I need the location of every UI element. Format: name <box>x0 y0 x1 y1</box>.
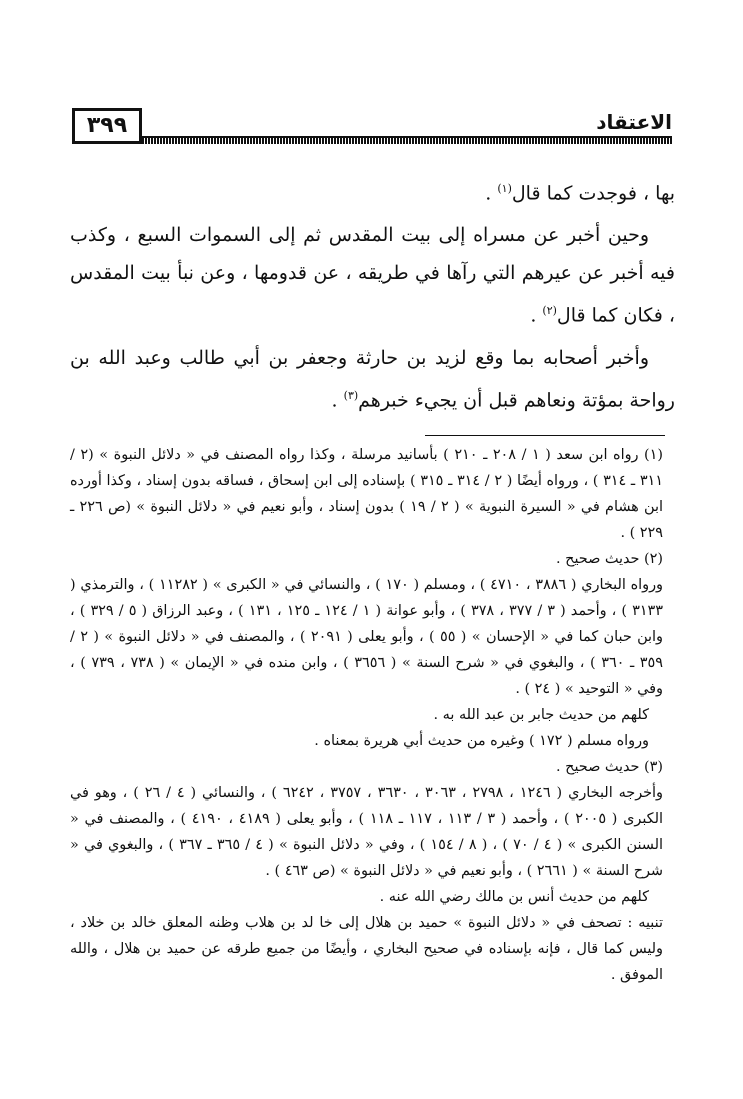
footnote-1: (١) رواه ابن سعد ( ١ / ٢٠٨ ـ ٢١٠ ) بأسانيد مرسلة ، وكذا رواه المصنف في « دلائل النبوة » (٢ / ٣١١ ـ ٣١٤ ) ، ورواه أيضًا ( ٢ / ٣١٤ ـ ٣١٥ ) بإسناده إلى ابن إسحاق ، فساقه بدون إسناد ، وكذا أورده ابن هشام في « السيرة النبوية » ( ٢ / ١٩ ) بدون إسناد ، وأبو نعيم في « دلائل النبوة » (ص ٢٢٦ ـ ٢٢٩ ) . <box>70 447 664 541</box>
footnotes <box>70 442 675 988</box>
footnote-2-muslim: ورواه مسلم ( ١٧٢ ) وغيره من حديث أبي هريرة بمعناه . <box>314 733 649 749</box>
page-header <box>72 100 672 150</box>
paragraph-3-end: . <box>331 388 344 411</box>
footnote-notice: تنبيه : تصحف في « دلائل النبوة » حميد بن هلال إلى خا لد بن هلاب وظنه المعلق خالد بن خلاد ، وليس كما قال ، فإنه بإسناده في صحيح البخاري ، وأيضًا من جميع طرقه عن حميد بن هلال ، والله الموفق . <box>70 915 663 983</box>
paragraph-2-text: وحين أخبر عن مسراه إلى بيت المقدس ثم إلى السموات السبع ، وكذب فيه أخبر عن عيرهم التي رآها في طريقه ، عن قدومها ، وعن نبأ بيت المقدس ، فكان كما قال <box>70 224 675 327</box>
paragraph-2 <box>70 216 675 334</box>
paragraph-2-end: . <box>530 304 543 327</box>
footnote-3-body: وأخرجه البخاري ( ١٢٤٦ ، ٢٧٩٨ ، ٣٠٦٣ ، ٣٦٣٠ ، ٣٧٥٧ ، ٦٢٤٢ ) ، والنسائي ( ٤ / ٢٦ ) ، وهو في الكبرى ( ٢٠٠٥ ) ، وأحمد ( ٣ / ١١٣ ، ١١٧ ـ ١١٨ ) ، وأبو يعلى ( ٤١٨٩ ، ٤١٩٠ ) ، والمصنف في « السنن الكبرى » ( ٤ / ٧٠ ) ، ( ٨ / ١٥٤ ) ، وفي « دلائل النبوة » ( ٤ / ٣٦٥ ـ ٣٦٧ ) ، والبغوي في « شرح السنة » ( ٢٦٦١ ) ، وأبو نعيم في « دلائل النبوة » (ص ٤٦٣ ) . <box>70 785 664 879</box>
paragraph-1 <box>70 170 675 212</box>
footnote-3-summary: كلهم من حديث أنس بن مالك رضي الله عنه . <box>379 889 649 905</box>
footnote-2-heading: (٢) حديث صحيح . <box>556 551 663 567</box>
footnote-2-summary: كلهم من حديث جابر بن عبد الله به . <box>433 707 649 723</box>
footnote-ref-2: (٢) <box>542 304 557 318</box>
footnote-3-heading: (٣) حديث صحيح . <box>556 759 663 775</box>
paragraph-1-end: . <box>485 182 498 205</box>
running-title: الاعتقاد <box>596 110 672 134</box>
footnote-2-body: ورواه البخاري ( ٣٨٨٦ ، ٤٧١٠ ) ، ومسلم ( ١٧٠ ) ، والنسائي في « الكبرى » ( ١١٢٨٢ ) ، والترمذي ( ٣١٣٣ ) ، وأحمد ( ٣ / ٣٧٧ ، ٣٧٨ ) ، وأبو عوانة ( ١ / ١٢٤ ـ ١٢٥ ، ١٣١ ) ، وعبد الرزاق ( ٥ / ٣٢٩ ) ، وابن حبان كما في « الإحسان » ( ٥٥ ) ، وأبو يعلى ( ٢٠٩١ ) ، والمصنف في « دلائل النبوة » ( ٢ / ٣٥٩ ـ ٣٦٠ ) ، والبغوي في « شرح السنة » ( ٣٦٥٦ ) ، وابن منده في « الإيمان » ( ٧٣٨ ، ٧٣٩ ) ، وفي « التوحيد » ( ٢٤ ) . <box>70 577 663 697</box>
main-text <box>70 170 675 423</box>
paragraph-3-text: وأخبر أصحابه بما وقع لزيد بن حارثة وجعفر بن أبي طالب وعبد الله بن رواحة بمؤتة ونعاهم قبل أن يجيء خبرهم <box>70 346 675 411</box>
paragraph-3 <box>70 339 675 419</box>
header-rule-pattern <box>142 138 672 144</box>
page-number: ٣٩٩ <box>72 108 142 144</box>
footnote-ref-3: (٣) <box>343 388 359 402</box>
paragraph-1-text: بها ، فوجدت كما قال <box>511 182 675 205</box>
footnote-separator <box>425 435 665 436</box>
footnote-ref-1: (١) <box>497 182 512 195</box>
